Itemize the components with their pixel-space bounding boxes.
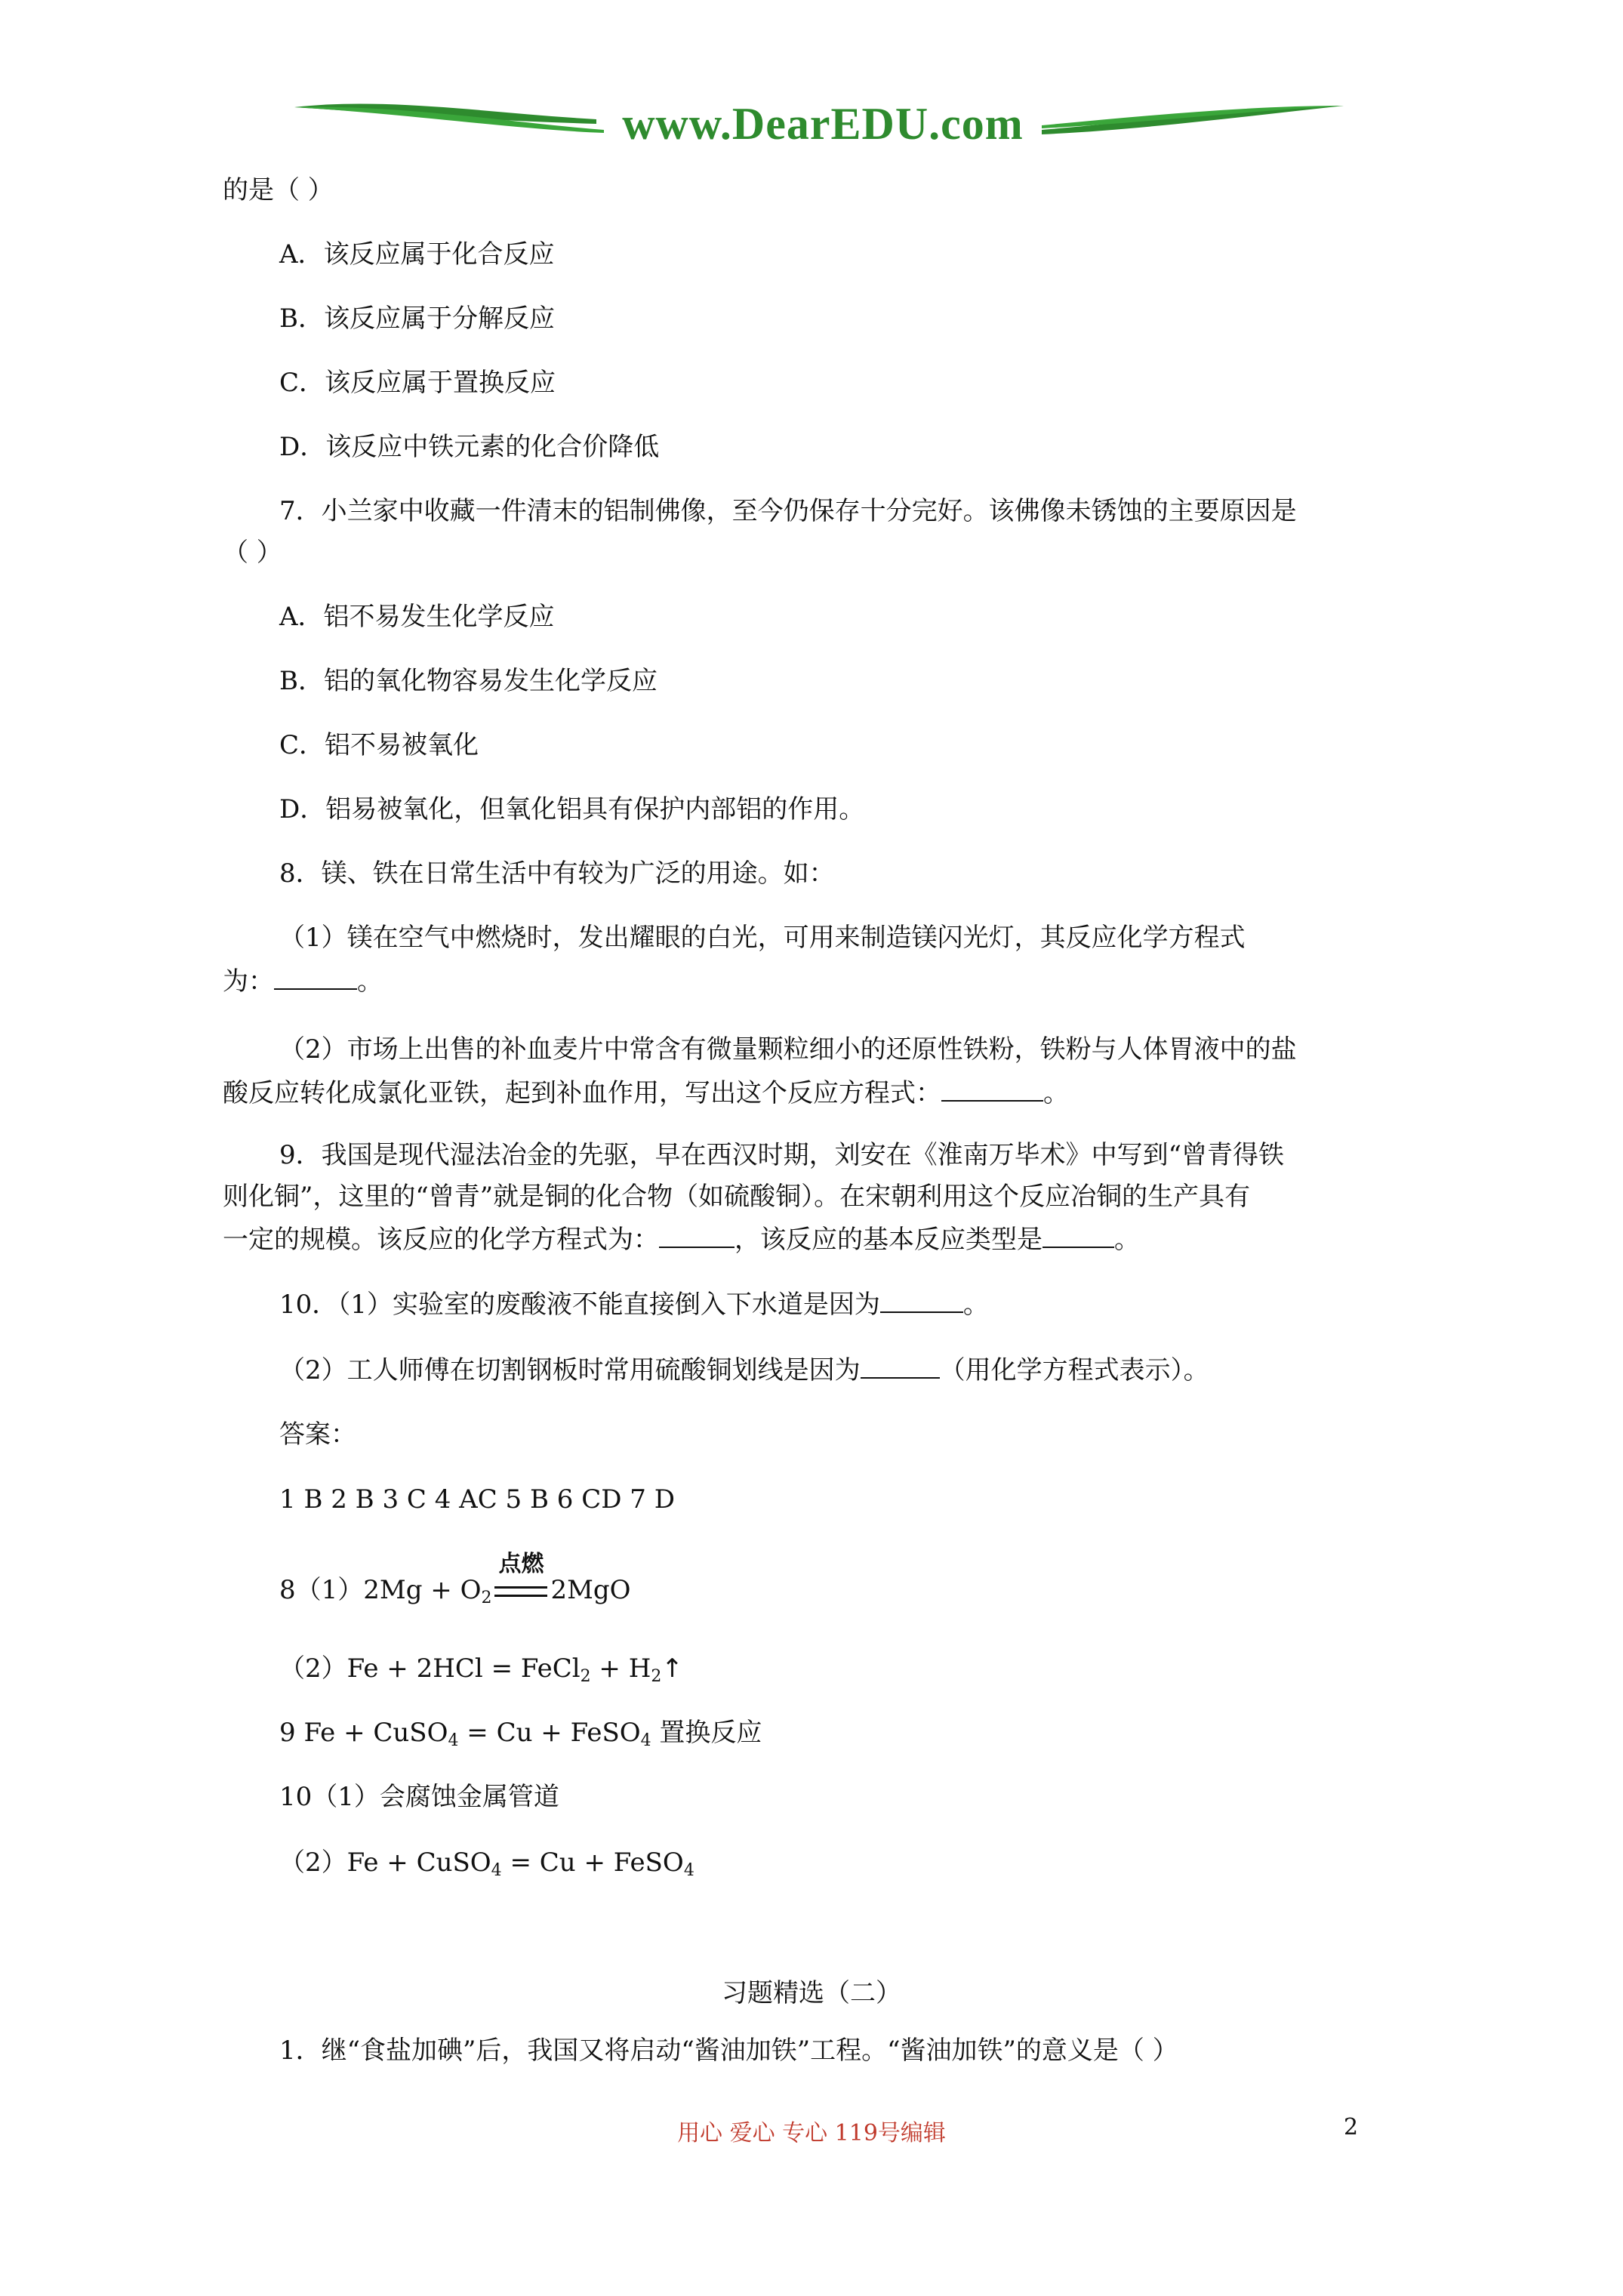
question-8-part2-cont bbox=[223, 1078, 1069, 1108]
answer-blank[interactable] bbox=[1042, 1225, 1114, 1248]
reaction-type: 置换反应 bbox=[651, 1718, 762, 1748]
answer-key: 1 B 2 B 3 C 4 AC 5 B 6 CD 7 D bbox=[279, 1484, 675, 1515]
text: （2）工人师傅在切割钢板时常用硫酸铜划线是因为 bbox=[279, 1355, 861, 1385]
answer-9 bbox=[279, 1718, 762, 1756]
page-number: 2 bbox=[1344, 2114, 1359, 2140]
answer-blank[interactable] bbox=[274, 967, 357, 990]
text: 。 bbox=[357, 966, 383, 997]
answer-8-2 bbox=[279, 1653, 683, 1692]
subscript: 2 bbox=[651, 1667, 662, 1686]
equals-sign bbox=[494, 1586, 547, 1597]
question-10 bbox=[279, 1290, 989, 1320]
reaction-condition bbox=[494, 1551, 547, 1605]
text: 。 bbox=[1043, 1078, 1069, 1108]
option-d: D．该反应中铁元素的化合价降低 bbox=[279, 432, 660, 462]
option-b: B．该反应属于分解反应 bbox=[279, 304, 555, 334]
subscript: 2 bbox=[580, 1667, 591, 1686]
option-a: A．该反应属于化合反应 bbox=[279, 239, 555, 270]
text: 一定的规模。该反应的化学方程式为： bbox=[223, 1225, 659, 1255]
subscript: 4 bbox=[448, 1731, 459, 1750]
subscript: 4 bbox=[491, 1861, 502, 1880]
answer-blank[interactable] bbox=[659, 1225, 735, 1248]
answer-blank[interactable] bbox=[880, 1290, 963, 1313]
gas-arrow-icon: ↑ bbox=[661, 1653, 683, 1684]
header-banner bbox=[294, 91, 1344, 166]
footer-text: 用心 爱心 专心 119号编辑 bbox=[677, 2120, 946, 2147]
formula-text: 2MgO bbox=[550, 1575, 631, 1605]
formula-text: + H bbox=[590, 1653, 651, 1684]
question-7-paren: （ ） bbox=[223, 538, 282, 568]
condition-label: 点燃 bbox=[498, 1551, 544, 1577]
option-a: A．铝不易发生化学反应 bbox=[279, 602, 555, 632]
question-1: 1．继“食盐加碘”后，我国又将启动“酱油加铁”工程。“酱油加铁”的意义是（ ） bbox=[279, 2036, 1178, 2066]
option-c: C．铝不易被氧化 bbox=[279, 730, 479, 760]
subscript: 4 bbox=[683, 1861, 694, 1880]
answer-blank[interactable] bbox=[941, 1079, 1043, 1102]
question-8-part2: （2）市场上出售的补血麦片中常含有微量颗粒细小的还原性铁粉，铁粉与人体胃液中的盐 bbox=[279, 1034, 1297, 1065]
question-8: 8．镁、铁在日常生活中有较为广泛的用途。如： bbox=[279, 858, 835, 889]
text: （用化学方程式表示）。 bbox=[939, 1355, 1209, 1385]
question-8-part1-cont bbox=[223, 966, 383, 997]
formula-text: （2）Fe + CuSO bbox=[279, 1848, 491, 1878]
formula-text: 8（1）2Mg + O bbox=[279, 1575, 482, 1605]
answer-blank[interactable] bbox=[861, 1356, 940, 1379]
option-d: D．铝易被氧化，但氧化铝具有保护内部铝的作用。 bbox=[279, 794, 865, 824]
subscript: 4 bbox=[640, 1731, 651, 1750]
text: 。 bbox=[962, 1290, 989, 1320]
text: ，该反应的基本反应类型是 bbox=[735, 1225, 1042, 1255]
text: 10．（1）实验室的废酸液不能直接倒入下水道是因为 bbox=[279, 1290, 880, 1320]
question-9: 9．我国是现代湿法冶金的先驱，早在西汉时期，刘安在《淮南万毕术》中写到“曾青得铁 bbox=[279, 1140, 1285, 1170]
text: 。 bbox=[1114, 1225, 1140, 1255]
question-line: 的是（ ） bbox=[223, 175, 334, 205]
section-title: 习题精选（二） bbox=[722, 1978, 901, 2008]
formula-text: = Cu + FeSO bbox=[458, 1718, 641, 1748]
text: 为： bbox=[223, 966, 274, 997]
option-c: C．该反应属于置换反应 bbox=[279, 368, 556, 398]
question-10-part2 bbox=[279, 1355, 1209, 1385]
option-b: B．铝的氧化物容易发生化学反应 bbox=[279, 666, 658, 696]
site-logo[interactable]: www.DearEDU.com bbox=[622, 99, 1024, 149]
answer-10-2 bbox=[279, 1848, 694, 1886]
answer-heading: 答案： bbox=[279, 1419, 356, 1450]
subscript: 2 bbox=[481, 1589, 492, 1607]
question-9-cont2 bbox=[223, 1225, 1140, 1255]
formula-text: （2）Fe + 2HCl = FeCl bbox=[279, 1653, 581, 1684]
question-8-part1: （1）镁在空气中燃烧时，发出耀眼的白光，可用来制造镁闪光灯，其反应化学方程式 bbox=[279, 923, 1246, 953]
question-7: 7．小兰家中收藏一件清末的铝制佛像，至今仍保存十分完好。该佛像未锈蚀的主要原因是 bbox=[279, 496, 1297, 526]
formula-text: = Cu + FeSO bbox=[501, 1848, 684, 1878]
formula-text: 9 Fe + CuSO bbox=[279, 1718, 448, 1748]
answer-10-1: 10（1）会腐蚀金属管道 bbox=[279, 1782, 559, 1812]
text: 酸反应转化成氯化亚铁，起到补血作用，写出这个反应方程式： bbox=[223, 1078, 941, 1108]
answer-8-1 bbox=[279, 1551, 631, 1613]
question-9-cont: 则化铜”，这里的“曾青”就是铜的化合物（如硫酸铜）。在宋朝利用这个反应冶铜的生产具有 bbox=[223, 1182, 1251, 1212]
